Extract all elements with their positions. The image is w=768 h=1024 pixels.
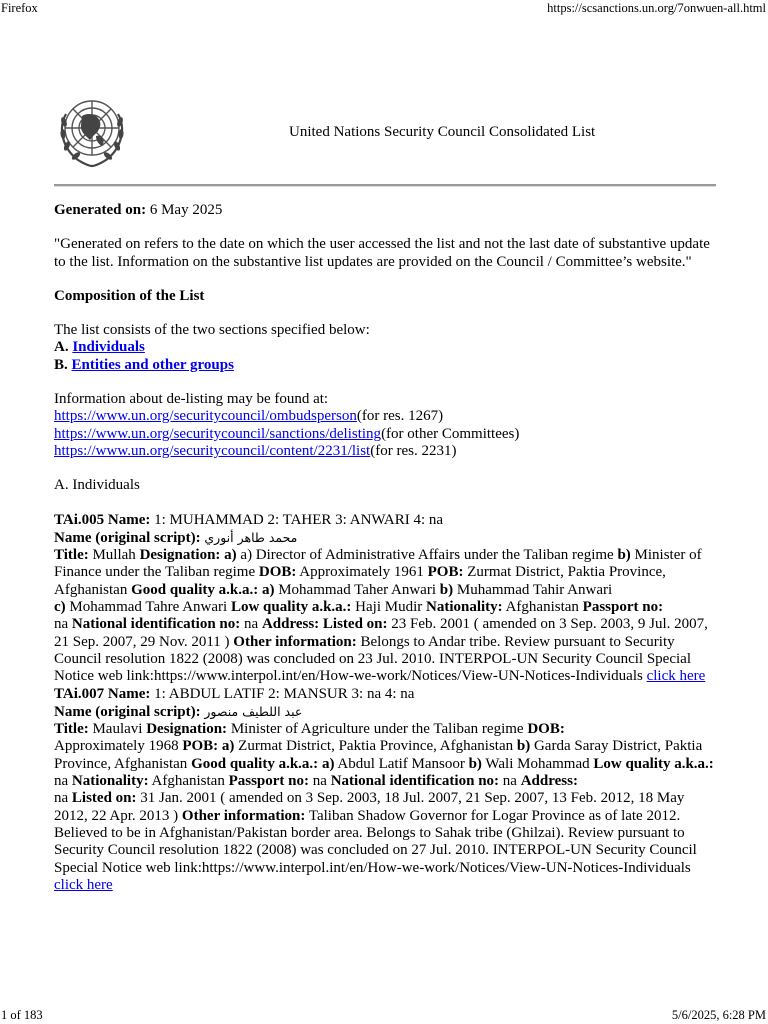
entry-aka: Mohammad Tahre Anwari bbox=[65, 599, 231, 616]
composition-heading: Composition of the List bbox=[54, 287, 205, 304]
delisting-note: (for other Committees) bbox=[381, 425, 520, 442]
list-entry: TAi.005 Name: 1: MUHAMMAD 2: TAHER 3: ANWARI 4: na Name (original script): محمد طاهر أنوري Title: Mullah Designation: a) a) Director of Administrative Affairs under the Taliban regime b) Minister of Finance under the Taliban regime DOB: Approximately 1961 POB: Zurmat District, Paktia Province, Afghanistan Good quality a.k.a.: a) Mohammad Taher Anwari b) Muhammad Tahir Anwari c) Mohammad Tahre Anwari Low quality a.k.a.: Haji Mudir Nationality: Afghanistan Passport no: na National identification no: na Address: Listed on: 23 Feb. 2001 ( amended on 3 Sep. 2003, 9 Jul. 2007, 21 Sep. 2007, 29 Nov. 2011 ) Other information: Belongs to Andar tribe. Review pursuant to Security Council resolution 1822 (2008) was concluded on 23 Jul. 2010. INTERPOL-UN Security Council Special Notice web link:https://www.interpol.int/en/How-we-work/Notices/View-UN-Notices-Individuals click here bbox=[54, 511, 708, 685]
entry-name: 1: MUHAMMAD 2: TAHER 3: ANWARI 4: na bbox=[150, 511, 444, 528]
entry-aka: Mohammad Taher Anwari bbox=[274, 581, 440, 598]
section-link-row-individuals bbox=[54, 339, 714, 356]
entry-national-id: na bbox=[240, 616, 262, 633]
entry-other-info: Belongs to Andar tribe. Review pursuant to Security Council resolution 1822 (2008) was concluded on 23 Jul. 2010. INTERPOL-UN Security Council Special Notice web link:https://www.interpol.int/en/How-we-work/Notices/View-UN-Notices-Individuals bbox=[54, 633, 691, 685]
section-letter: B. bbox=[54, 356, 68, 373]
print-url: https://scsanctions.un.org/7onwuen-all.html bbox=[547, 1, 766, 15]
click-here-link[interactable]: click here bbox=[646, 668, 706, 685]
list-entry: TAi.007 Name: 1: ABDUL LATIF 2: MANSUR 3: na 4: na Name (original script): عبد اللطيف منصور Title: Maulavi Designation: Minister of Agriculture under the Taliban regime DOB: Approximately 1968 POB: a) Zurmat District, Paktia Province, Afghanistan b) Garda Saray District, Paktia Province, Afghanistan Good quality a.k.a.: a) Abdul Latif Mansoor b) Wali Mohammad Low quality a.k.a.: na Nationality: Afghanistan Passport no: na National identification no: na Address: na Listed on: 31 Jan. 2001 ( amended on 3 Sep. 2003, 18 Jul. 2007, 21 Sep. 2007, 13 Feb. 2012, 18 May 2012, 22 Apr. 2013 ) Other information: Taliban Shadow Governor for Logar Province as of late 2012. Believed to be in Afghanistan/Pakistan border area. Belongs to Sahak tribe (Ghilzai). Review pursuant to Security Council resolution 1822 (2008) was concluded on 27 Jul. 2010. INTERPOL-UN Security Council Special Notice web link:https://www.interpol.int/en/How-we-work/Notices/View-UN-Notices-Individuals click here bbox=[54, 685, 714, 893]
header-divider bbox=[54, 184, 716, 187]
delisting-row bbox=[54, 426, 714, 443]
entry-name: 1: ABDUL LATIF 2: MANSUR 3: na 4: na bbox=[150, 685, 415, 702]
entry-address: na bbox=[54, 790, 72, 807]
entry-ref: TAi.005 bbox=[54, 511, 105, 528]
entry-passport: na bbox=[54, 616, 72, 633]
entry-other-info: Taliban Shadow Governor for Logar Province as of late 2012. Believed to be in Afghanistan/Pakistan border area. Belongs to Sahak tribe (Ghilzai). Review pursuant to Security Council resolution 1822 (2008) was concluded on 27 Jul. 2010. INTERPOL-UN Security Council Special Notice web link:https://www.interpol.int/en/How-we-work/Notices/View-UN-Notices-Individuals bbox=[54, 807, 697, 876]
entry-national-id: na bbox=[499, 773, 521, 790]
entities-link[interactable]: Entities and other groups bbox=[71, 356, 234, 373]
section-link-row-entities bbox=[54, 357, 714, 374]
document-body bbox=[54, 202, 714, 894]
entry-pob: Zurmat District, Paktia Province, Afghanistan bbox=[234, 738, 517, 755]
un-emblem-icon bbox=[54, 92, 130, 172]
entry-pob: Zurmat District, Paktia Province, Afghanistan bbox=[54, 564, 666, 598]
section-heading-individuals: A. Individuals bbox=[54, 477, 140, 494]
entry-nationality: Afghanistan bbox=[502, 599, 583, 616]
individuals-link[interactable]: Individuals bbox=[72, 339, 145, 356]
entry-designation: Minister of Finance under the Taliban regime bbox=[54, 547, 702, 581]
print-datetime: 5/6/2025, 6:28 PM bbox=[671, 1008, 766, 1022]
entry-listed-on: 23 Feb. 2001 ( amended on 3 Sep. 2003, 9 Jul. 2007, 21 Sep. 2007, 29 Nov. 2011 ) bbox=[54, 616, 708, 650]
ombudsperson-link[interactable]: https://www.un.org/securitycouncil/ombudsperson bbox=[54, 408, 357, 425]
entry-pob: Garda Saray District, Paktia Province, Afghanistan bbox=[54, 738, 703, 772]
entry-dob: Approximately 1961 bbox=[296, 564, 428, 581]
generated-on-date: 6 May 2025 bbox=[149, 202, 223, 218]
composition-intro: The list consists of the two sections specified below: bbox=[54, 322, 370, 339]
entry-low-aka: na bbox=[54, 773, 72, 790]
click-here-link[interactable]: click here bbox=[54, 876, 113, 893]
print-app-name: Firefox bbox=[1, 1, 38, 15]
entry-listed-on: 31 Jan. 2001 ( amended on 3 Sep. 2003, 18 Jul. 2007, 21 Sep. 2007, 13 Feb. 2012, 18 May 2012, 22 Apr. 2013 ) bbox=[54, 790, 685, 824]
entry-dob: Approximately 1968 bbox=[54, 738, 183, 755]
entry-ref: TAi.007 bbox=[54, 685, 105, 702]
entry-title: Mullah bbox=[88, 547, 140, 564]
entry-aka: Muhammad Tahir Anwari bbox=[453, 581, 613, 598]
entry-nationality: Afghanistan bbox=[148, 773, 229, 790]
document-header bbox=[54, 92, 714, 176]
entry-designation: Minister of Agriculture under the Taliban regime bbox=[227, 721, 528, 738]
list-title: United Nations Security Council Consolidated List bbox=[289, 124, 596, 140]
entry-original-script: محمد طاهر أنوري bbox=[204, 529, 298, 545]
entry-original-script: عبد اللطيف منصور bbox=[204, 703, 303, 719]
delisting-note: (for res. 2231) bbox=[370, 442, 457, 459]
delisting-row bbox=[54, 408, 714, 425]
entry-aka: Abdul Latif Mansoor bbox=[334, 755, 469, 772]
delisting-row bbox=[54, 443, 714, 460]
entry-low-aka: Haji Mudir bbox=[351, 599, 426, 616]
page-counter: 1 of 183 bbox=[1, 1008, 43, 1022]
generated-note: "Generated on refers to the date on which the user accessed the list and not the last date of substantive update to the list. Information on the substantive list updates are provided on the Council / Committee’s website." bbox=[54, 236, 710, 270]
entry-title: Maulavi bbox=[88, 721, 147, 738]
entry-passport: na bbox=[309, 773, 331, 790]
generated-on bbox=[54, 202, 714, 219]
delisting-intro: Information about de-listing may be found at: bbox=[54, 391, 329, 408]
generated-on-label: Generated on: bbox=[54, 202, 147, 218]
delisting-link[interactable]: https://www.un.org/securitycouncil/sanctions/delisting bbox=[54, 425, 382, 442]
section-letter: A. bbox=[54, 339, 69, 356]
entry-designation: a) Director of Administrative Affairs under the Taliban regime bbox=[236, 547, 618, 564]
list-2231-link[interactable]: https://www.un.org/securitycouncil/content/2231/list bbox=[54, 442, 371, 459]
delisting-note: (for res. 1267) bbox=[356, 408, 444, 425]
entry-aka: Wali Mohammad bbox=[481, 755, 594, 772]
